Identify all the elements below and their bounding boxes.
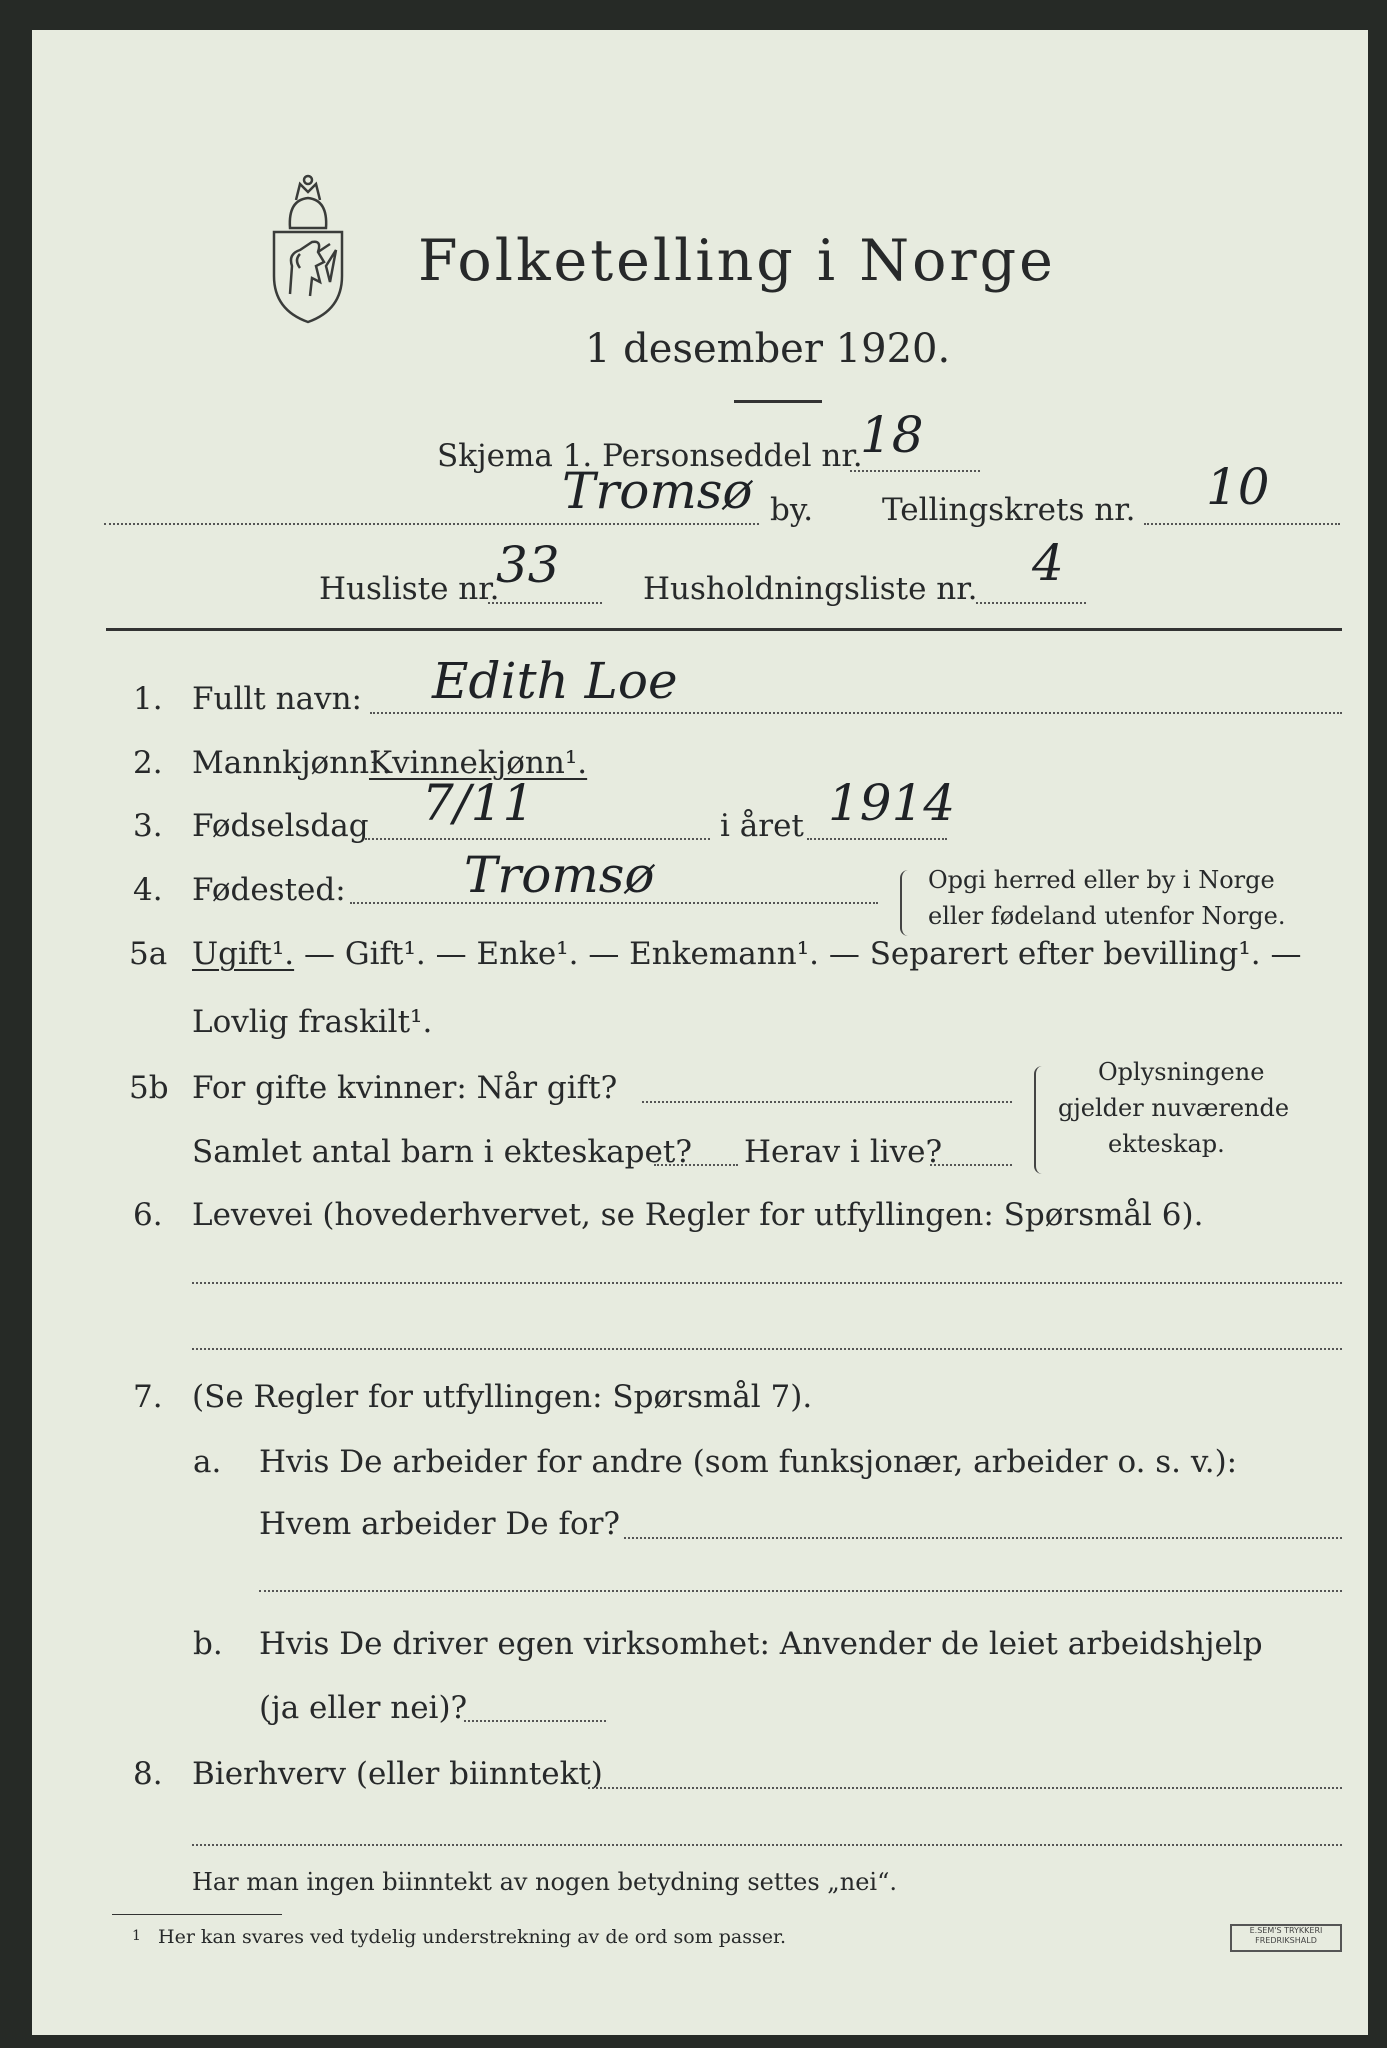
- q5b-alive-label: Herav i live?: [744, 1134, 943, 1170]
- q7-label: (Se Regler for utfyllingen: Spørsmål 7).: [192, 1379, 813, 1415]
- tellingskrets-label: Tellingskrets nr.: [882, 492, 1136, 528]
- tellingskrets-line: [1144, 523, 1340, 525]
- tellingskrets-number: 10: [1206, 458, 1270, 516]
- q4-label: Fødested:: [192, 872, 346, 908]
- q3-label: Fødselsdag: [192, 808, 369, 844]
- form-title: Folketelling i Norge: [418, 228, 1056, 294]
- q5b-married-when-line: [642, 1101, 1012, 1103]
- q3-number: 3.: [133, 808, 163, 844]
- header-divider: [106, 628, 1342, 631]
- q1-line: [370, 712, 1342, 714]
- q2-number: 2.: [133, 745, 163, 781]
- q7a-employer-label: Hvem arbeider De for?: [259, 1506, 621, 1542]
- marital-divorced-option: Lovlig fraskilt¹.: [192, 1004, 433, 1040]
- title-divider: [734, 400, 822, 403]
- norwegian-lion-crest-icon: [260, 170, 356, 326]
- q7a-employer-line-2: [259, 1590, 1342, 1592]
- census-date: 1 desember 1920.: [585, 326, 951, 372]
- q5b-number: 5b: [129, 1070, 169, 1106]
- q5b-brace: [1034, 1066, 1044, 1174]
- husholdningsliste-label: Husholdningsliste nr.: [643, 571, 978, 607]
- q5a-number: 5a: [129, 936, 168, 972]
- q8-line-1: [588, 1787, 1342, 1789]
- husliste-label: Husliste nr.: [319, 571, 500, 607]
- printer-stamp-line-2: FREDRIKSHALD: [1255, 1936, 1317, 1945]
- husholdningsliste-number: 4: [1032, 534, 1064, 592]
- footnote-text: Her kan svares ved tydelig understrekning av de ord som passer.: [158, 1926, 787, 1948]
- q7a-letter: a.: [193, 1444, 222, 1480]
- gender-male-option: Mannkjønn¹.: [192, 745, 392, 781]
- footnote-divider: [112, 1914, 282, 1915]
- q3-year-line: [807, 838, 947, 840]
- q7-number: 7.: [133, 1379, 163, 1415]
- by-label: by.: [770, 492, 814, 528]
- q4-brace: [900, 870, 908, 936]
- q5b-note-line-2: gjelder nuværende: [1058, 1094, 1290, 1122]
- birth-year-value: 1914: [828, 774, 956, 832]
- marital-other-options: — Gift¹. — Enke¹. — Enkemann¹. — Separert efter bevilling¹. —: [304, 936, 1302, 972]
- q8-label: Bierhverv (eller biinntekt): [192, 1756, 603, 1792]
- q5b-children-line: [654, 1164, 738, 1166]
- q3-day-line: [365, 838, 710, 840]
- q7b-hired-help-label: (ja eller nei)?: [259, 1690, 468, 1726]
- q4-note-line-1: Opgi herred eller by i Norge: [928, 866, 1275, 894]
- husliste-line: [488, 602, 602, 604]
- birth-day-value: 7/11: [422, 774, 535, 832]
- q8-note: Har man ingen biinntekt av nogen betydning settes „nei“.: [192, 1868, 897, 1896]
- birthplace-value: Tromsø: [464, 846, 655, 904]
- q1-label: Fullt navn:: [192, 681, 362, 717]
- q6-line-1: [192, 1282, 1342, 1284]
- q7a-employer-line: [624, 1537, 1342, 1539]
- q5b-note-line-1: Oplysningene: [1098, 1058, 1265, 1086]
- q5b-alive-line: [930, 1164, 1012, 1166]
- q1-number: 1.: [133, 681, 163, 717]
- gender-female-option: Kvinnekjønn¹.: [369, 745, 588, 781]
- q7b-text: Hvis De driver egen virksomhet: Anvender de leiet arbeidshjelp: [259, 1626, 1263, 1662]
- marital-unmarried-option: Ugift¹.: [192, 936, 295, 972]
- husholdningsliste-line: [976, 602, 1086, 604]
- printer-stamp-line-1: E.SEM'S TRYKKERI: [1249, 1926, 1323, 1935]
- personseddel-number: 18: [860, 406, 924, 464]
- q5b-married-when-label: For gifte kvinner: Når gift?: [192, 1070, 618, 1106]
- q5b-note-line-3: ekteskap.: [1108, 1130, 1225, 1158]
- footnote-mark: 1: [132, 1928, 141, 1944]
- q7b-hired-help-line: [464, 1720, 606, 1722]
- q3-year-label: i året: [720, 808, 804, 844]
- q7a-text: Hvis De arbeider for andre (som funksjonær, arbeider o. s. v.):: [259, 1444, 1238, 1480]
- by-line: [104, 523, 759, 525]
- husliste-number: 33: [496, 536, 560, 594]
- by-value: Tromsø: [562, 462, 753, 520]
- q6-label: Levevei (hovederhvervet, se Regler for utfyllingen: Spørsmål 6).: [192, 1197, 1204, 1233]
- q5b-children-label: Samlet antal barn i ekteskapet?: [192, 1134, 692, 1170]
- q8-number: 8.: [133, 1756, 163, 1792]
- q4-number: 4.: [133, 872, 163, 908]
- printer-stamp: [1230, 1924, 1342, 1952]
- q8-line-2: [192, 1844, 1342, 1846]
- q7b-letter: b.: [193, 1626, 223, 1662]
- census-form-sheet: [32, 30, 1368, 2035]
- full-name-value: Edith Loe: [432, 652, 678, 710]
- q6-number: 6.: [133, 1197, 163, 1233]
- q4-note-line-2: eller fødeland utenfor Norge.: [928, 902, 1286, 930]
- skjema-label: Skjema 1. Personseddel nr.: [437, 438, 863, 474]
- skjema-line: [850, 470, 980, 472]
- q6-line-2: [192, 1348, 1342, 1350]
